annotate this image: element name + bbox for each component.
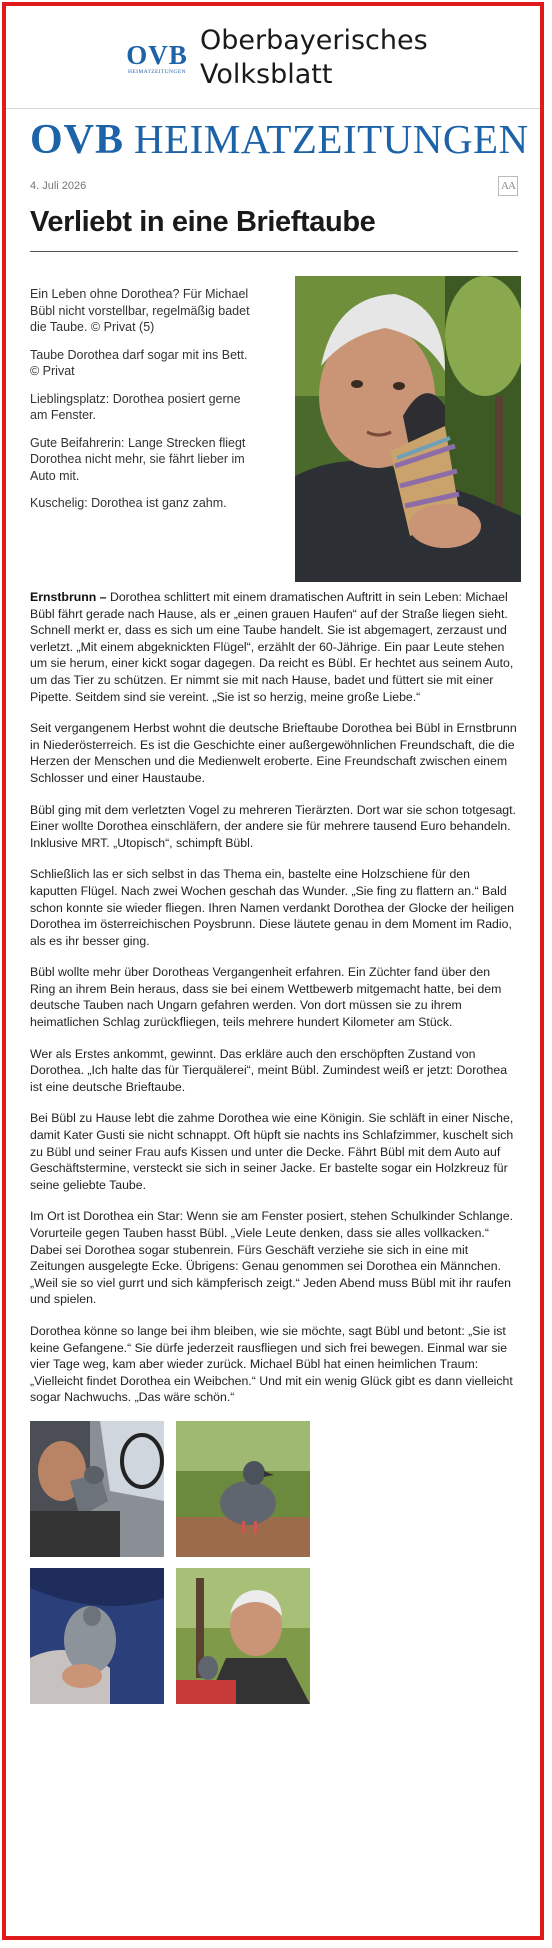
banner-text: HEIMATZEITUNGEN	[134, 116, 529, 162]
publisher-name-line1: Oberbayerisches	[200, 25, 428, 56]
paragraph-4: Schließlich las er sich selbst in das Thema ein, bastelte eine Holzschiene für den kaputten Flügel. Nach zwei Wochen geschah das Wunder. „Sie fing zu flattern an.“ Bald schon konnte sie wieder fliegen. Ihren Namen verdankt Dorothea der Glocke der heiligen Dorothea im österreichischen Poysbrunn. Diese läutete genau in dem Moment im Radio, als es ihr besser ging.	[30, 867, 514, 948]
banner-ovb: OVB	[30, 117, 125, 163]
page-content	[6, 24, 540, 1704]
paragraph-9: Dorothea könne so lange bei ihm bleiben, wie sie möchte, sagt Bübl und betont: „Sie ist keine Gefangene.“ Sie dürfe jederzeit rausfliegen und sich frei bewegen. Einmal war sie vier Tage weg, kam aber wieder zurück. Michael Bübl hat einen heimlichen Traum: „Vielleicht findet Dorothea ein Weibchen.“ Und mit ein wenig Glück gibt es dann vielleicht sogar Nachwuchs. „Das wäre schön.“	[30, 1323, 513, 1405]
paragraph-1	[30, 589, 518, 705]
paragraph-3: Bübl ging mit dem verletzten Vogel zu mehreren Tierärzten. Dort war sie schon totgesagt. Einer wollte Dorothea einschläfern, der andere sie für mehrere tausend Euro behandeln. Inklusive MRT. „Utopisch“, schimpft Bübl.	[30, 802, 516, 850]
article-body	[30, 589, 518, 1406]
article-meta	[30, 176, 518, 196]
paragraph-5: Bübl wollte mehr über Dorotheas Vergangenheit erfahren. Ein Züchter fand über den Ring an ihrem Bein heraus, dass sie bei einem Wettbewerb mitgemacht hatte, bei dem deutsche Tauben nach Ungarn gefahren werden. Von dort müssen sie zu ihrem heimatlichen Schlag zurückfliegen, teils mehrere hundert Kilometer am Stück.	[30, 965, 502, 1030]
lead-place: Ernstbrunn –	[30, 590, 107, 604]
ovb-logo-subtitle: HEIMATZEITUNGEN	[128, 68, 186, 75]
photo-captions	[30, 276, 252, 582]
publisher-brand[interactable]	[126, 24, 518, 92]
photo-gallery	[30, 276, 518, 582]
paragraph-2: Seit vergangenem Herbst wohnt die deutsche Brieftaube Dorothea bei Bübl in Ernstbrunn in Niederösterreich. Es ist die Geschichte einer außergewöhnlichen Freundschaft, die die Herzen der Menschen und die Medienwelt eroberte. Eine Freundschaft zwischen einem Schlosser und einer Haustaube.	[30, 721, 517, 785]
thumbnail-pigeon-bed[interactable]	[30, 1568, 164, 1704]
main-photo-man-with-pigeon[interactable]	[295, 276, 521, 582]
article-date: 4. Juli 2026	[30, 180, 87, 192]
publisher-name-line2: Volksblatt	[200, 59, 333, 90]
thumbnail-gallery	[30, 1421, 450, 1704]
caption-1: Ein Leben ohne Dorothea? Für Michael Bübl nicht vorstellbar, regelmäßig badet die Taube. © Privat (5)	[30, 287, 250, 334]
caption-4: Gute Beifahrerin: Lange Strecken fliegt Dorothea nicht mehr, sie fährt lieber im Auto mit.	[30, 435, 246, 483]
thumbnail-man-smiling[interactable]	[176, 1568, 310, 1704]
ovb-logo-small	[126, 39, 188, 75]
paragraph-6: Wer als Erstes ankommt, gewinnt. Das erkläre auch den erschöpften Zustand von Dorothea. „Ich halte das für Tierquälerei“, meint Bübl. Zumindest weiß er jetzt: Dorothea ist eine deutsche Brieftaube.	[30, 1046, 508, 1094]
publisher-name	[200, 24, 428, 92]
paragraph-1-text: Dorothea schlittert mit einem dramatischen Auftritt in sein Leben: Michael Bübl fährt gerade nach Hause, als er „einen grauen Haufen“ auf der Straße liegen sieht. Schnell merkt er, dass es sich um eine Taube handelt. Sie ist abgemagert, zerzaust und verletzt. „Mit einem abgeknickten Flügel“, erzählt der 60-Jährige. Ein paar Leute stehen um sie herum, einer kickt sogar dagegen. Da reicht es Bübl. Er hechtet aus seinem Auto, um das Tier zu schützen. Er nimmt sie mit nach Hause, badet und füttert sie mit einer Pipette. Seitdem sind sie vereint. „Sie ist so herzig, meine große Liebe.“	[30, 590, 514, 704]
ovb-logo-text: OVB	[126, 39, 188, 70]
caption-2: Taube Dorothea darf sogar mit ins Bett. © Privat	[30, 347, 248, 378]
caption-5: Kuschelig: Dorothea ist ganz zahm.	[30, 496, 227, 510]
title-divider	[30, 251, 518, 252]
thumbnail-pigeon-garden[interactable]	[176, 1421, 310, 1557]
thumbnail-car[interactable]	[30, 1421, 164, 1557]
caption-3: Lieblingsplatz: Dorothea posiert gerne am Fenster.	[30, 391, 241, 422]
paragraph-8: Im Ort ist Dorothea ein Star: Wenn sie am Fenster posiert, stehen Schulkinder Schlange. Vorurteile gegen Tauben hasst Bübl. „Viele Leute denken, dass sie alles vollkacken.“ Dabei sei Dorothea sogar stubenrein. Fürs Geschäft verziehe sie sich in eine mit Zeitungen ausgelegte Ecke. Übrigens: Genau genommen sei Dorothea ein Männchen. „Weil sie so viel gurrt und sich kämpferisch zeigt.“ Jeden Abend muss Bübl mit ihr raufen und spielen.	[30, 1209, 513, 1307]
article-title: Verliebt in eine Brieftaube	[30, 206, 376, 238]
header-divider	[6, 108, 540, 109]
paragraph-7: Bei Bübl zu Hause lebt die zahme Dorothea wie eine Königin. Sie schläft in einer Nische, damit Kater Gusti sie nicht schnappt. Oft hüpft sie nachts ins Schlafzimmer, kuschelt sich zu Bübl und seiner Frau aufs Kissen und unter die Decke. Fährt Bübl mit dem Auto auf Geschäftstermine, versteckt sie sich in seiner Jacke. Er bastelte sogar ein Holzkreuz für seine geliebte Taube.	[30, 1111, 514, 1192]
font-size-icon[interactable]: AA	[498, 176, 518, 196]
heimatzeitungen-banner[interactable]	[30, 115, 529, 164]
page-frame	[2, 2, 544, 1940]
